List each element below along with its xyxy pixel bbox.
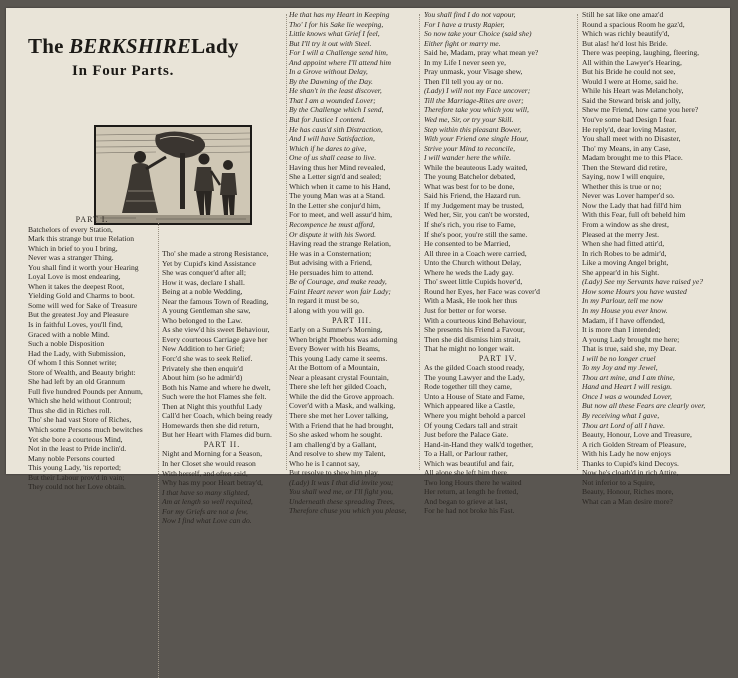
verse-line: The young Batchelor debated, — [424, 172, 516, 182]
verse-line: I will wander here the while. — [424, 153, 512, 163]
verse-line: He consented to be Married, — [424, 239, 511, 249]
verse-line: I along with you will go. — [289, 305, 365, 315]
verse-line: There was peeping, laughing, fleering, — [582, 48, 700, 58]
verse-line: It is more than I intended; — [582, 325, 661, 335]
column-rule — [158, 222, 159, 678]
verse-line: Her return, at length he fretted, — [424, 487, 519, 497]
verse-line: Then the Steward did retire, — [582, 162, 667, 172]
verse-line: Pray unmask, your Visage shew, — [424, 67, 523, 77]
verse-line: But her Heart with Flames did burn. — [162, 430, 272, 440]
verse-line: While his Heart was Melancholy, — [582, 86, 684, 96]
verse-line: I will be no longer cruel — [582, 353, 656, 363]
verse-line: Tho' she had vast Store of Riches, — [28, 415, 132, 425]
verse-line: Homewards then she did return, — [162, 420, 260, 430]
verse-line: This young Lady came it seems. — [289, 353, 388, 363]
verse-line: All alone she left him there. — [424, 468, 509, 478]
text-column-3 — [289, 8, 415, 516]
verse-line: With herself, and often said, — [162, 468, 248, 478]
verse-line: I that have so many slighted, — [162, 487, 250, 497]
verse-line: Every courteous Carriage gave her — [162, 334, 268, 344]
verse-line: They could not her Love obtain. — [28, 482, 126, 492]
verse-line: Not in the least to Pride inclin'd. — [28, 444, 127, 454]
verse-line: Cover'd with a Mask, and walking, — [289, 401, 396, 411]
part-heading: PART II. — [203, 439, 241, 449]
verse-line: For to meet, and well assur'd him, — [289, 210, 393, 220]
verse-line: She appear'd in his Sight. — [582, 267, 660, 277]
verse-line: You've some bad Design I fear. — [582, 115, 677, 125]
verse-line: You shall meet with no Disaster, — [582, 134, 681, 144]
verse-line: Near the famous Town of Reading, — [162, 296, 269, 306]
verse-line: Like a moving Angel bright, — [582, 258, 669, 268]
verse-line: But advising with a Friend, — [289, 258, 372, 268]
verse-line: Of young Cedars tall and strait — [424, 420, 518, 430]
verse-line: And resolve to shew my Talent, — [289, 449, 386, 459]
verse-line: In rich Robes to be admir'd, — [582, 248, 667, 258]
verse-line: She was conquer'd after all; — [162, 268, 247, 278]
verse-line: For he had not broke his Fast. — [424, 506, 515, 516]
verse-line: With a courteous kind Behaviour, — [424, 315, 527, 325]
verse-line: One of us shall cease to live. — [289, 153, 377, 163]
verse-line: Which if he dares to give, — [289, 143, 367, 153]
verse-line: Therefore chuse you which you please, — [289, 506, 407, 516]
verse-line: Had the Lady, with Submission, — [28, 348, 126, 358]
verse-line: Every Bower with his Beams, — [289, 344, 380, 354]
verse-line: A rich Golden Stream of Pleasure, — [582, 439, 687, 449]
verse-line: Yet by Cupid's kind Assistance — [162, 258, 256, 268]
verse-line: Thus she did in Riches roll. — [28, 405, 112, 415]
verse-line: Little knows what Grief I feel, — [289, 29, 380, 39]
verse-line: While the did the Grove approach. — [289, 391, 395, 401]
verse-line: In my Life I never seen ye, — [424, 57, 507, 67]
verse-line: As she view'd his sweet Behaviour, — [162, 325, 270, 335]
ballad-subtitle: In Four Parts. — [72, 63, 175, 79]
verse-line: Then I'll tell you ay or no. — [424, 76, 504, 86]
verse-line: Just before the Palace Gate. — [424, 430, 509, 440]
verse-line: And I will have Satisfaction, — [289, 134, 375, 144]
text-column-1 — [28, 8, 156, 492]
verse-line: Tho' my Means, in any Case, — [582, 143, 671, 153]
verse-line: Unto the Church without Delay, — [424, 258, 522, 268]
verse-line: Where you might behold a parcel — [424, 410, 526, 420]
verse-line: At the Bottom of a Mountain, — [289, 363, 380, 373]
text-column-5 — [582, 8, 724, 506]
verse-line: You shall wed me, or I'll fight you, — [289, 487, 394, 497]
verse-line: Tho' I for his Sake lie weeping, — [289, 19, 384, 29]
verse-line: Batchelors of every Station, — [28, 224, 113, 234]
verse-line: Said the Steward brisk and jolly, — [582, 95, 681, 105]
verse-line: Mark this strange but true Relation — [28, 234, 135, 244]
verse-line: In a Grove without Delay, — [289, 67, 368, 77]
verse-line: Some will wed for Sake of Treasure — [28, 300, 138, 310]
verse-line: What can a Man desire more? — [582, 496, 673, 506]
verse-line: A young Lady brought me here; — [582, 334, 680, 344]
verse-line: Tho' sweet little Cupids hover'd, — [424, 277, 523, 287]
verse-line: She presents his Friend a Favour, — [424, 325, 525, 335]
verse-line: And appoint where I'll attend him — [289, 57, 391, 67]
verse-line: He reply'd, dear loving Master, — [582, 124, 677, 134]
verse-line: Am at length so well requited, — [162, 497, 253, 507]
verse-line: Just for better or for worse. — [424, 305, 507, 315]
verse-line: To a Hall, or Parlour rather, — [424, 449, 508, 459]
verse-line: Privately she then enquir'd — [162, 363, 243, 373]
verse-line: Graced with a noble Mind. — [28, 329, 110, 339]
verse-line: Early on a Summer's Morning, — [289, 325, 383, 335]
verse-line: If my Judgement may be trusted, — [424, 200, 524, 210]
verse-line: Then at Night this youthful Lady — [162, 401, 263, 411]
verse-line: Forc'd she was to seek Relief. — [162, 354, 253, 364]
verse-line: To my Joy and my Jewel, — [582, 363, 658, 373]
verse-line: Tho' she made a strong Resistance, — [162, 249, 269, 258]
verse-line: Wed her, Sir, you can't be worsted, — [424, 210, 530, 220]
verse-line: Once I was a wounded Lover, — [582, 391, 672, 401]
verse-line: Which in brief to you I bring, — [28, 243, 118, 253]
verse-line: Therefore take you which you will, — [424, 105, 529, 115]
verse-line: Many noble Persons courted — [28, 453, 115, 463]
verse-line: She had left by an old Grannum — [28, 377, 126, 387]
verse-line: As the gilded Coach stood ready, — [424, 363, 525, 373]
verse-line: Both his Name and where he dwelt, — [162, 382, 271, 392]
verse-line: Call'd her Coach, which being ready — [162, 411, 273, 421]
verse-line: While the beauteous Lady waited, — [424, 162, 528, 172]
title-emphasis: BERKSHIRE — [69, 34, 192, 58]
verse-line: Either fight or marry me. — [424, 38, 501, 48]
verse-line: Now I find what Love can do. — [162, 516, 252, 526]
part-heading: PART IV. — [478, 353, 518, 363]
verse-line: Which some Persons much bewitches — [28, 425, 143, 435]
verse-line: Never was Lover hamper'd so. — [582, 191, 675, 201]
verse-line: Thanks to Cupid's kind Decoys. — [582, 458, 679, 468]
verse-line: Loyal Love is most endearing, — [28, 272, 121, 282]
verse-line: You shall find I do not vapour, — [424, 10, 516, 19]
verse-line: When she had fitted attir'd, — [582, 239, 665, 249]
verse-line: There she left her gilded Coach, — [289, 382, 387, 392]
verse-line: With your Friend one single Hour, — [424, 134, 529, 144]
verse-line: With a Friend that he had brought, — [289, 420, 394, 430]
verse-line: But their Labour prov'd in vain; — [28, 472, 125, 482]
verse-line: If she's poor, you're still the same. — [424, 229, 528, 239]
verse-line: Where he weds the Lady gay. — [424, 267, 514, 277]
verse-line: So she asked whom he sought. — [289, 430, 383, 440]
verse-line: Beauty, Honour, Riches more, — [582, 487, 674, 497]
verse-line: New Addition to her Grief; — [162, 344, 245, 354]
verse-line: Which when it came to his Hand, — [289, 181, 391, 191]
verse-line: But for Justice I contend. — [289, 115, 366, 125]
verse-line: With this Fear, full oft beheld him — [582, 210, 686, 220]
broadside-sheet — [6, 8, 730, 526]
verse-line: (Lady) It was I that did invite you; — [289, 477, 394, 487]
verse-line: Store of Wealth, and Beauty bright: — [28, 367, 136, 377]
verse-line: In regard it must be so, — [289, 296, 360, 306]
verse-line: But alas! he'd lost his Bride. — [582, 38, 668, 48]
verse-line: Is in faithful Loves, you'll find, — [28, 320, 123, 330]
verse-line: Of whom I this Sonnet write; — [28, 358, 117, 368]
verse-line: Thou art mine, and I am thine, — [582, 372, 675, 382]
text-column-2 — [162, 8, 282, 526]
verse-line: Would I were at Home, said he. — [582, 76, 678, 86]
verse-line: Such a noble Disposition — [28, 339, 105, 349]
verse-line: Still he sat like one amaz'd — [582, 10, 664, 19]
verse-line: He was in a Consternation; — [289, 248, 372, 258]
verse-line: Underneath these spreading Trees, — [289, 496, 395, 506]
verse-line: But now all these Fears are clearly over, — [582, 401, 706, 411]
verse-line: For my Griefs are not a few, — [162, 506, 248, 516]
verse-line: She a Letter sign'd and sealed; — [289, 172, 382, 182]
verse-line: Yet she bore a courteous Mind, — [28, 434, 123, 444]
verse-line: Being at a noble Wedding, — [162, 287, 243, 297]
column-rule — [419, 14, 420, 470]
verse-line: Till the Marriage-Rites are over; — [424, 95, 524, 105]
verse-line: Not inferior to a Squire, — [582, 477, 655, 487]
part-heading: PART III. — [331, 315, 373, 325]
verse-line: Recompence he must afford, — [289, 220, 375, 230]
verse-line: Shew me Friend, how came you here? — [582, 105, 699, 115]
verse-line: By the Challenge which I send, — [289, 105, 384, 115]
verse-line: In my House you ever know. — [582, 305, 668, 315]
verse-line: In my Parlour, tell me now — [582, 296, 663, 306]
verse-line: So now take your Choice (said she) — [424, 29, 532, 39]
verse-line: Never was a stranger Thing. — [28, 253, 114, 263]
verse-line: Round a spacious Room he gaz'd, — [582, 19, 685, 29]
verse-line: For I have a trusty Rapier, — [424, 19, 505, 29]
verse-line: How it was, declare I shall. — [162, 277, 245, 287]
verse-line: By the Dawning of the Day. — [289, 76, 373, 86]
verse-line: Saying, now I will enquire, — [582, 172, 665, 182]
verse-line: Why has my poor Heart betray'd, — [162, 478, 263, 488]
verse-line: Now he's cloath'd in rich Attire, — [582, 468, 679, 478]
column-rule — [286, 14, 287, 470]
verse-line: That he might no longer wait. — [424, 344, 515, 354]
title-prefix: The — [28, 34, 70, 58]
verse-line: This young Lady, 'tis reported; — [28, 463, 122, 473]
verse-line: You shall find it worth your Hearing — [28, 262, 139, 272]
verse-line: He that has my Heart in Keeping — [289, 10, 390, 19]
verse-line: Yielding Gold and Charms to boot. — [28, 291, 135, 301]
verse-line: Who belonged to the Law. — [162, 315, 243, 325]
verse-line: That I am a wounded Lover; — [289, 95, 376, 105]
verse-line: Rode together till they came, — [424, 382, 512, 392]
verse-line: Or dispute it with his Sword. — [289, 229, 377, 239]
verse-line: Thou art Lord of all I have. — [582, 420, 666, 430]
verse-line: Hand-in-Hand they walk'd together, — [424, 439, 534, 449]
verse-line: All three in a Coach were carried, — [424, 248, 527, 258]
verse-line: The young Lawyer and the Lady, — [424, 372, 525, 382]
verse-line: Which she held without Controul; — [28, 396, 132, 406]
verse-line: When bright Phoebus was adorning — [289, 334, 398, 344]
verse-line: How some Hours you have wasted — [582, 286, 687, 296]
verse-line: But resolve to shew him play. — [289, 468, 380, 478]
verse-line: Who he is I cannot say, — [289, 458, 360, 468]
verse-line: Two long Hours there he waited — [424, 477, 522, 487]
verse-line: Pleased at the merry Jest. — [582, 229, 659, 239]
verse-line: He shan't in the least discover, — [289, 86, 382, 96]
verse-line: Be of Courage, and make ready, — [289, 277, 387, 287]
verse-line: But the greatest Joy and Pleasure — [28, 310, 129, 320]
title-suffix: Lady — [191, 34, 239, 58]
verse-line: Near a pleasant crystal Fountain, — [289, 372, 389, 382]
verse-line: He persuades him to attend. — [289, 267, 374, 277]
verse-line: For I will a Challenge send him, — [289, 48, 388, 58]
verse-line: I am challeng'd by a Gallant, — [289, 439, 377, 449]
verse-line: By receiving what I gave, — [582, 410, 660, 420]
verse-line: Said he, Madam, pray what mean ye? — [424, 48, 539, 58]
verse-line: Hand and Heart I will resign. — [582, 382, 672, 392]
verse-line: He has caus'd sith Distraction, — [289, 124, 383, 134]
verse-line: Which was beautiful and fair, — [424, 458, 514, 468]
verse-line: Unto a House of State and Fame, — [424, 391, 525, 401]
verse-line: There she met her Lover talking, — [289, 410, 389, 420]
verse-line: Now the Lady that had fill'd him — [582, 200, 682, 210]
verse-line: The young Man was at a Stand. — [289, 191, 385, 201]
verse-line: With a Mask, He took her thus — [424, 296, 518, 306]
verse-line: Then she did dismiss him strait, — [424, 334, 521, 344]
verse-line: And began to grieve at last, — [424, 496, 508, 506]
verse-line: From a window as she drest, — [582, 220, 669, 230]
text-column-4 — [424, 8, 572, 516]
verse-line: Such were the hot Flames she felt. — [162, 392, 267, 402]
verse-line: But his Bride he could not see, — [582, 67, 676, 77]
verse-line: (Lady) See my Servants have raised ye? — [582, 277, 704, 287]
verse-line: If she's rich, you rise to Fame, — [424, 220, 516, 230]
verse-line: Which appeared like a Castle, — [424, 401, 515, 411]
verse-line: Round her Eyes, her Face was cover'd — [424, 286, 540, 296]
verse-line: Wed me, Sir, or try your Skill. — [424, 115, 514, 125]
verse-line: Having thus her Mind revealed, — [289, 162, 386, 172]
column-rule — [577, 14, 578, 470]
verse-line: Having read the strange Relation, — [289, 239, 391, 249]
verse-line: Beauty, Honour, Love and Treasure, — [582, 430, 692, 440]
verse-line: Madam brought me to this Place. — [582, 153, 683, 163]
verse-line: Madam, if I have offended, — [582, 315, 665, 325]
part-heading: PART I. — [75, 215, 109, 224]
verse-line: In her Closet she would reason — [162, 459, 256, 469]
verse-line: Strive your Mind to reconcile, — [424, 143, 516, 153]
verse-line: A young Gentleman she saw, — [162, 306, 251, 316]
verse-line: (Lady) I will not my Face uncover; — [424, 86, 531, 96]
verse-line: Full five hundred Pounds per Annum, — [28, 386, 143, 396]
verse-line: But I'll try it out with Steel. — [289, 38, 372, 48]
verse-line: All within the Lawyer's Hearing, — [582, 57, 682, 67]
verse-line: That is true, said she, my Dear. — [582, 344, 677, 354]
verse-line: In the Letter she conjur'd him, — [289, 200, 381, 210]
verse-line: Whether this is true or no; — [582, 181, 662, 191]
verse-line: Step within this pleasant Bower, — [424, 124, 522, 134]
verse-line: What was best for to be done, — [424, 181, 515, 191]
verse-line: Said his Friend, the Hazard run. — [424, 191, 521, 201]
verse-line: Faint Heart never won fair Lady; — [289, 286, 391, 296]
verse-line: About him (so he admir'd) — [162, 373, 243, 383]
verse-line: Night and Morning for a Season, — [162, 449, 262, 459]
verse-line: Which was richly beautify'd, — [582, 29, 670, 39]
verse-line: With his Lady he now enjoys — [582, 449, 671, 459]
verse-line: When it takes the deepest Root, — [28, 281, 125, 291]
